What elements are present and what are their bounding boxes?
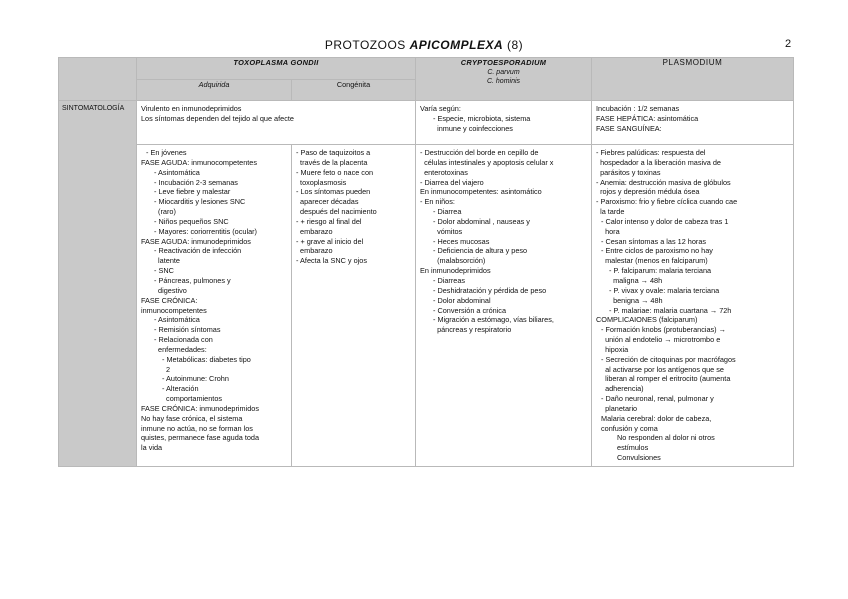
text-line: - Paroxismo: frio y fiebre cíclica cuando cae [596,197,738,207]
text-line: - Leve fiebre y malestar [154,187,231,197]
text-line: hospedador a la liberación masiva de [596,157,721,167]
text-line: comportamientos [162,394,223,404]
text-line: - Conversión a crónica [433,305,507,315]
toxoplasma-title: TOXOPLASMA GONDII [233,58,319,67]
crypto-details-cell [416,145,592,467]
text-line: - Migración a estómago, vías biliares, [433,315,554,325]
text-line: - Paso de taquizoitos a [296,148,371,157]
text-line: - Dolor abdominal , nauseas y [433,216,530,226]
text-line: En inmunodeprimidos [420,266,491,276]
text-line: - Autoinmune: Crohn [162,374,229,384]
congenita-details-cell [292,145,416,467]
text-line: confusión y coma [601,423,658,433]
text-line: Incubación : 1/2 semanas [596,104,680,113]
text-line: - Deficiencia de altura y peso [433,246,528,256]
text-line: - Mayores: coriorrentitis (ocular) [154,226,257,236]
header-crypto [416,58,592,101]
adquirida-label: Adquirida [198,80,230,89]
text-line: En inmunocompetentes: asintomático [420,187,542,197]
text-line: través de la placenta [296,157,368,167]
text-line: - Diarrea [433,207,462,217]
crypto-species-2: C. hominis [486,78,521,86]
text-line: - Incubación 2-3 semanas [154,177,238,187]
text-line: - Anemia: destrucción masiva de glóbulos [596,177,731,187]
text-line: - P. falciparum: malaria terciana [609,266,712,276]
text-line: adherencia) [601,384,644,394]
text-line: - Daño neuronal, renal, pulmonar y [601,394,714,404]
text-line: FASE CRÓNICA: [141,295,198,305]
page-number: 2 [785,38,792,50]
plasmodium-details-cell [592,145,794,467]
crypto-species-1: C. parvum [487,68,520,76]
summary-table [58,57,794,467]
text-line: - Asintomática [154,167,200,177]
text-line: latente [154,256,180,266]
text-line: FASE AGUDA: inmunodeprimidos [141,236,251,246]
text-line: Malaria cerebral: dolor de cabeza, [601,413,712,423]
text-line: - + riesgo al final del [296,216,362,226]
text-line: Convulsiones [617,453,661,463]
text-line: inmune no actúa, no se forman los [141,423,253,433]
text-line: toxoplasmosis [296,177,347,187]
header-congenita [292,80,416,101]
crypto-title: CRYPTOESPORADIUM [460,58,547,67]
text-line: maligna → 48h [609,275,663,285]
text-line: parásitos y toxinas [596,167,661,177]
text-line: (raro) [154,207,176,217]
text-line: - Niños pequeños SNC [154,216,229,226]
text-line: la tarde [596,207,625,217]
text-line: - Asintomática [154,315,200,325]
header-toxoplasma [137,58,416,80]
text-line: FASE CRÓNICA: inmunodeprimidos [141,403,260,413]
text-line: - Formación knobs (protuberancias) → [601,325,726,335]
text-line: hipoxia [601,344,629,354]
text-line: - Muere feto o nace con [296,167,374,177]
text-line: enfermedades: [154,344,207,354]
text-line: - P. malariae: malaria cuartana → 72h [609,305,732,315]
text-line: - Miocarditis y lesiones SNC [154,197,246,207]
text-line: No hay fase crónica, el sistema [141,413,243,423]
text-line: - Deshidratación y pérdida de peso [433,285,547,295]
text-line: - Diarrea del viajero [420,177,484,187]
text-line: Varía según: [420,104,461,113]
text-line: - Secreción de citoquinas por macrófagos [601,354,736,364]
header-empty-cell [59,58,137,101]
row-details [59,145,794,467]
text-line: - Remisión síntomas [154,325,221,335]
text-line: - En niños: [420,197,455,207]
text-line: - Dolor abdominal [433,295,491,305]
text-line: embarazo [296,226,333,236]
text-line: páncreas y respiratorio [433,325,512,335]
text-line: - Los síntomas pueden [296,187,371,197]
text-line: malestar (menos en falciparum) [601,256,708,266]
title-prefix: PROTOZOOS [324,38,406,52]
text-line: - Metabólicas: diabetes tipo [162,354,251,364]
page-title [0,38,848,52]
text-line: FASE AGUDA: inmunocompetentes [141,157,257,167]
text-line: - Alteración [162,384,199,394]
text-line: estímulos [617,443,649,453]
text-line: embarazo [296,246,333,256]
text-line: después del nacimiento [296,207,377,217]
row-intro [59,101,794,145]
text-line: - Cesan síntomas a las 12 horas [601,236,707,246]
text-line: hora [601,226,620,236]
text-line: digestivo [154,285,187,295]
text-line: - SNC [154,266,174,276]
text-line: Virulento en inmunodeprimidos [141,104,242,113]
text-line: unión al endotelio → microtrombo e [601,335,721,345]
text-line: al activarse por los antígenos que se [601,364,724,374]
header-plasmodium [592,58,794,101]
text-line: enterotoxinas [420,167,468,177]
text-line: planetario [601,403,638,413]
text-line: - Fiebres palúdicas: respuesta del [596,148,706,157]
text-line: inmune y coinfecciones [433,123,513,133]
text-line: - Relacionada con [154,335,213,345]
text-line: vómitos [433,226,463,236]
text-line: células intestinales y apoptosis celular x [420,157,554,167]
text-line: inmunocompetentes [141,305,207,315]
text-line: - Destrucción del borde en cepillo de [420,148,539,157]
row-label-text: SINTOMATOLOGÍA [62,105,125,112]
text-line: 2 [162,364,171,374]
text-line: - Reactivación de infección [154,246,242,256]
title-bold: APICOMPLEXA [409,38,504,52]
text-line: benigna → 48h [609,295,663,305]
text-line: FASE SANGUÍNEA: [596,123,662,133]
text-line: quistes, permanece fase aguda toda [141,433,260,443]
text-line: liberan al romper el eritrocito (aumenta [601,374,731,384]
text-line: - En jóvenes [146,148,187,157]
text-line: COMPLICAIONES (falciparum) [596,315,698,325]
plasmodium-intro-cell [592,101,794,145]
row-label-sintomatologia [59,101,137,467]
text-line: - Entre ciclos de paroxismo no hay [601,246,713,256]
text-line: la vida [141,443,163,453]
text-line: No responden al dolor ni otros [617,433,715,443]
text-line: - Heces mucosas [433,236,490,246]
text-line: (malabsorción) [433,256,486,266]
crypto-intro-cell [416,101,592,145]
plasmodium-title: PLASMODIUM [662,58,723,67]
text-line: - P. vivax y ovale: malaria terciana [609,285,720,295]
text-line: - Especie, microbiota, sistema [433,113,531,123]
title-suffix: (8) [506,38,524,52]
text-line: - Páncreas, pulmones y [154,275,231,285]
text-line: - Afecta la SNC y ojos [296,256,367,266]
congenita-label: Congénita [336,80,371,89]
text-line: Los síntomas dependen del tejido al que afecte [141,113,294,123]
header-adquirida [137,80,292,101]
text-line: - Calor intenso y dolor de cabeza tras 1 [601,216,729,226]
text-line: rojos y depresión médula ósea [596,187,700,197]
text-line: FASE HEPÁTICA: asintomática [596,113,699,123]
text-line: aparecer décadas [296,197,359,207]
text-line: - + grave al inicio del [296,236,364,246]
text-line: - Diarreas [433,275,466,285]
header-row-1 [59,58,794,80]
toxo-intro-cell [137,101,416,145]
adquirida-details-cell [137,145,292,467]
